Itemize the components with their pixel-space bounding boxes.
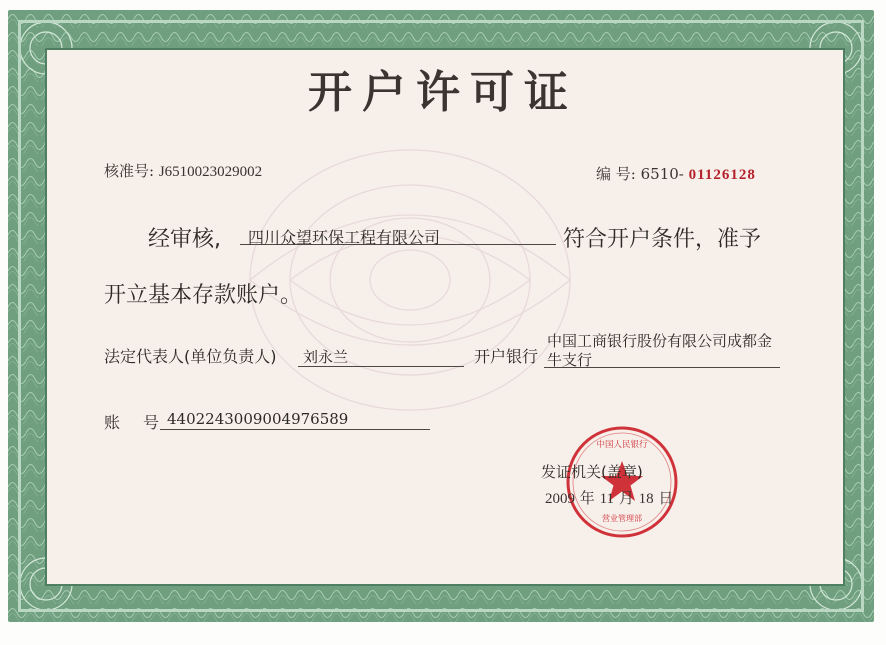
- bank-label: 开户银行: [474, 347, 539, 366]
- serial-number-value: 01126128: [688, 167, 756, 183]
- account-label-1: 账: [104, 413, 121, 432]
- month-unit: 月: [618, 489, 634, 507]
- issuing-authority-label: 发证机关(盖章): [541, 463, 643, 481]
- legal-representative-label: 法定代表人(单位负责人): [104, 347, 277, 366]
- issue-year: 2009: [545, 491, 575, 507]
- issue-month: 11: [599, 491, 615, 507]
- review-prefix: 经审核,: [148, 227, 221, 252]
- serial-number-row: [596, 163, 756, 184]
- account-number: 4402243009004976589: [167, 410, 349, 428]
- svg-text:中国人民银行: 中国人民银行: [596, 440, 648, 450]
- bank-name-line-1: 中国工商银行股份有限公司成都金: [547, 332, 773, 350]
- legal-representative-name: 刘永兰: [303, 348, 349, 366]
- approval-number-label: 核准号:: [104, 162, 155, 180]
- year-unit: 年: [579, 489, 595, 507]
- account-type-text: 开立基本存款账户。: [104, 283, 303, 308]
- company-name: 四川众望环保工程有限公司: [248, 228, 441, 247]
- review-suffix: 符合开户条件，准予: [563, 227, 762, 252]
- certificate-title: 开户许可证: [308, 67, 578, 118]
- svg-text:营业管理部: 营业管理部: [602, 514, 642, 523]
- official-seal: [563, 423, 681, 541]
- bank-name-line-2: 牛支行: [547, 351, 593, 369]
- issue-day: 18: [638, 491, 654, 507]
- approval-number-row: [104, 160, 262, 181]
- serial-number-label: 编 号:: [596, 165, 636, 183]
- serial-number-prefix: 6510-: [640, 165, 684, 183]
- approval-number-value: J6510023029002: [158, 164, 263, 180]
- issue-date: [545, 487, 673, 508]
- day-unit: 日: [658, 489, 674, 507]
- account-number-underline: [160, 429, 430, 430]
- account-label-2: 号: [143, 413, 160, 432]
